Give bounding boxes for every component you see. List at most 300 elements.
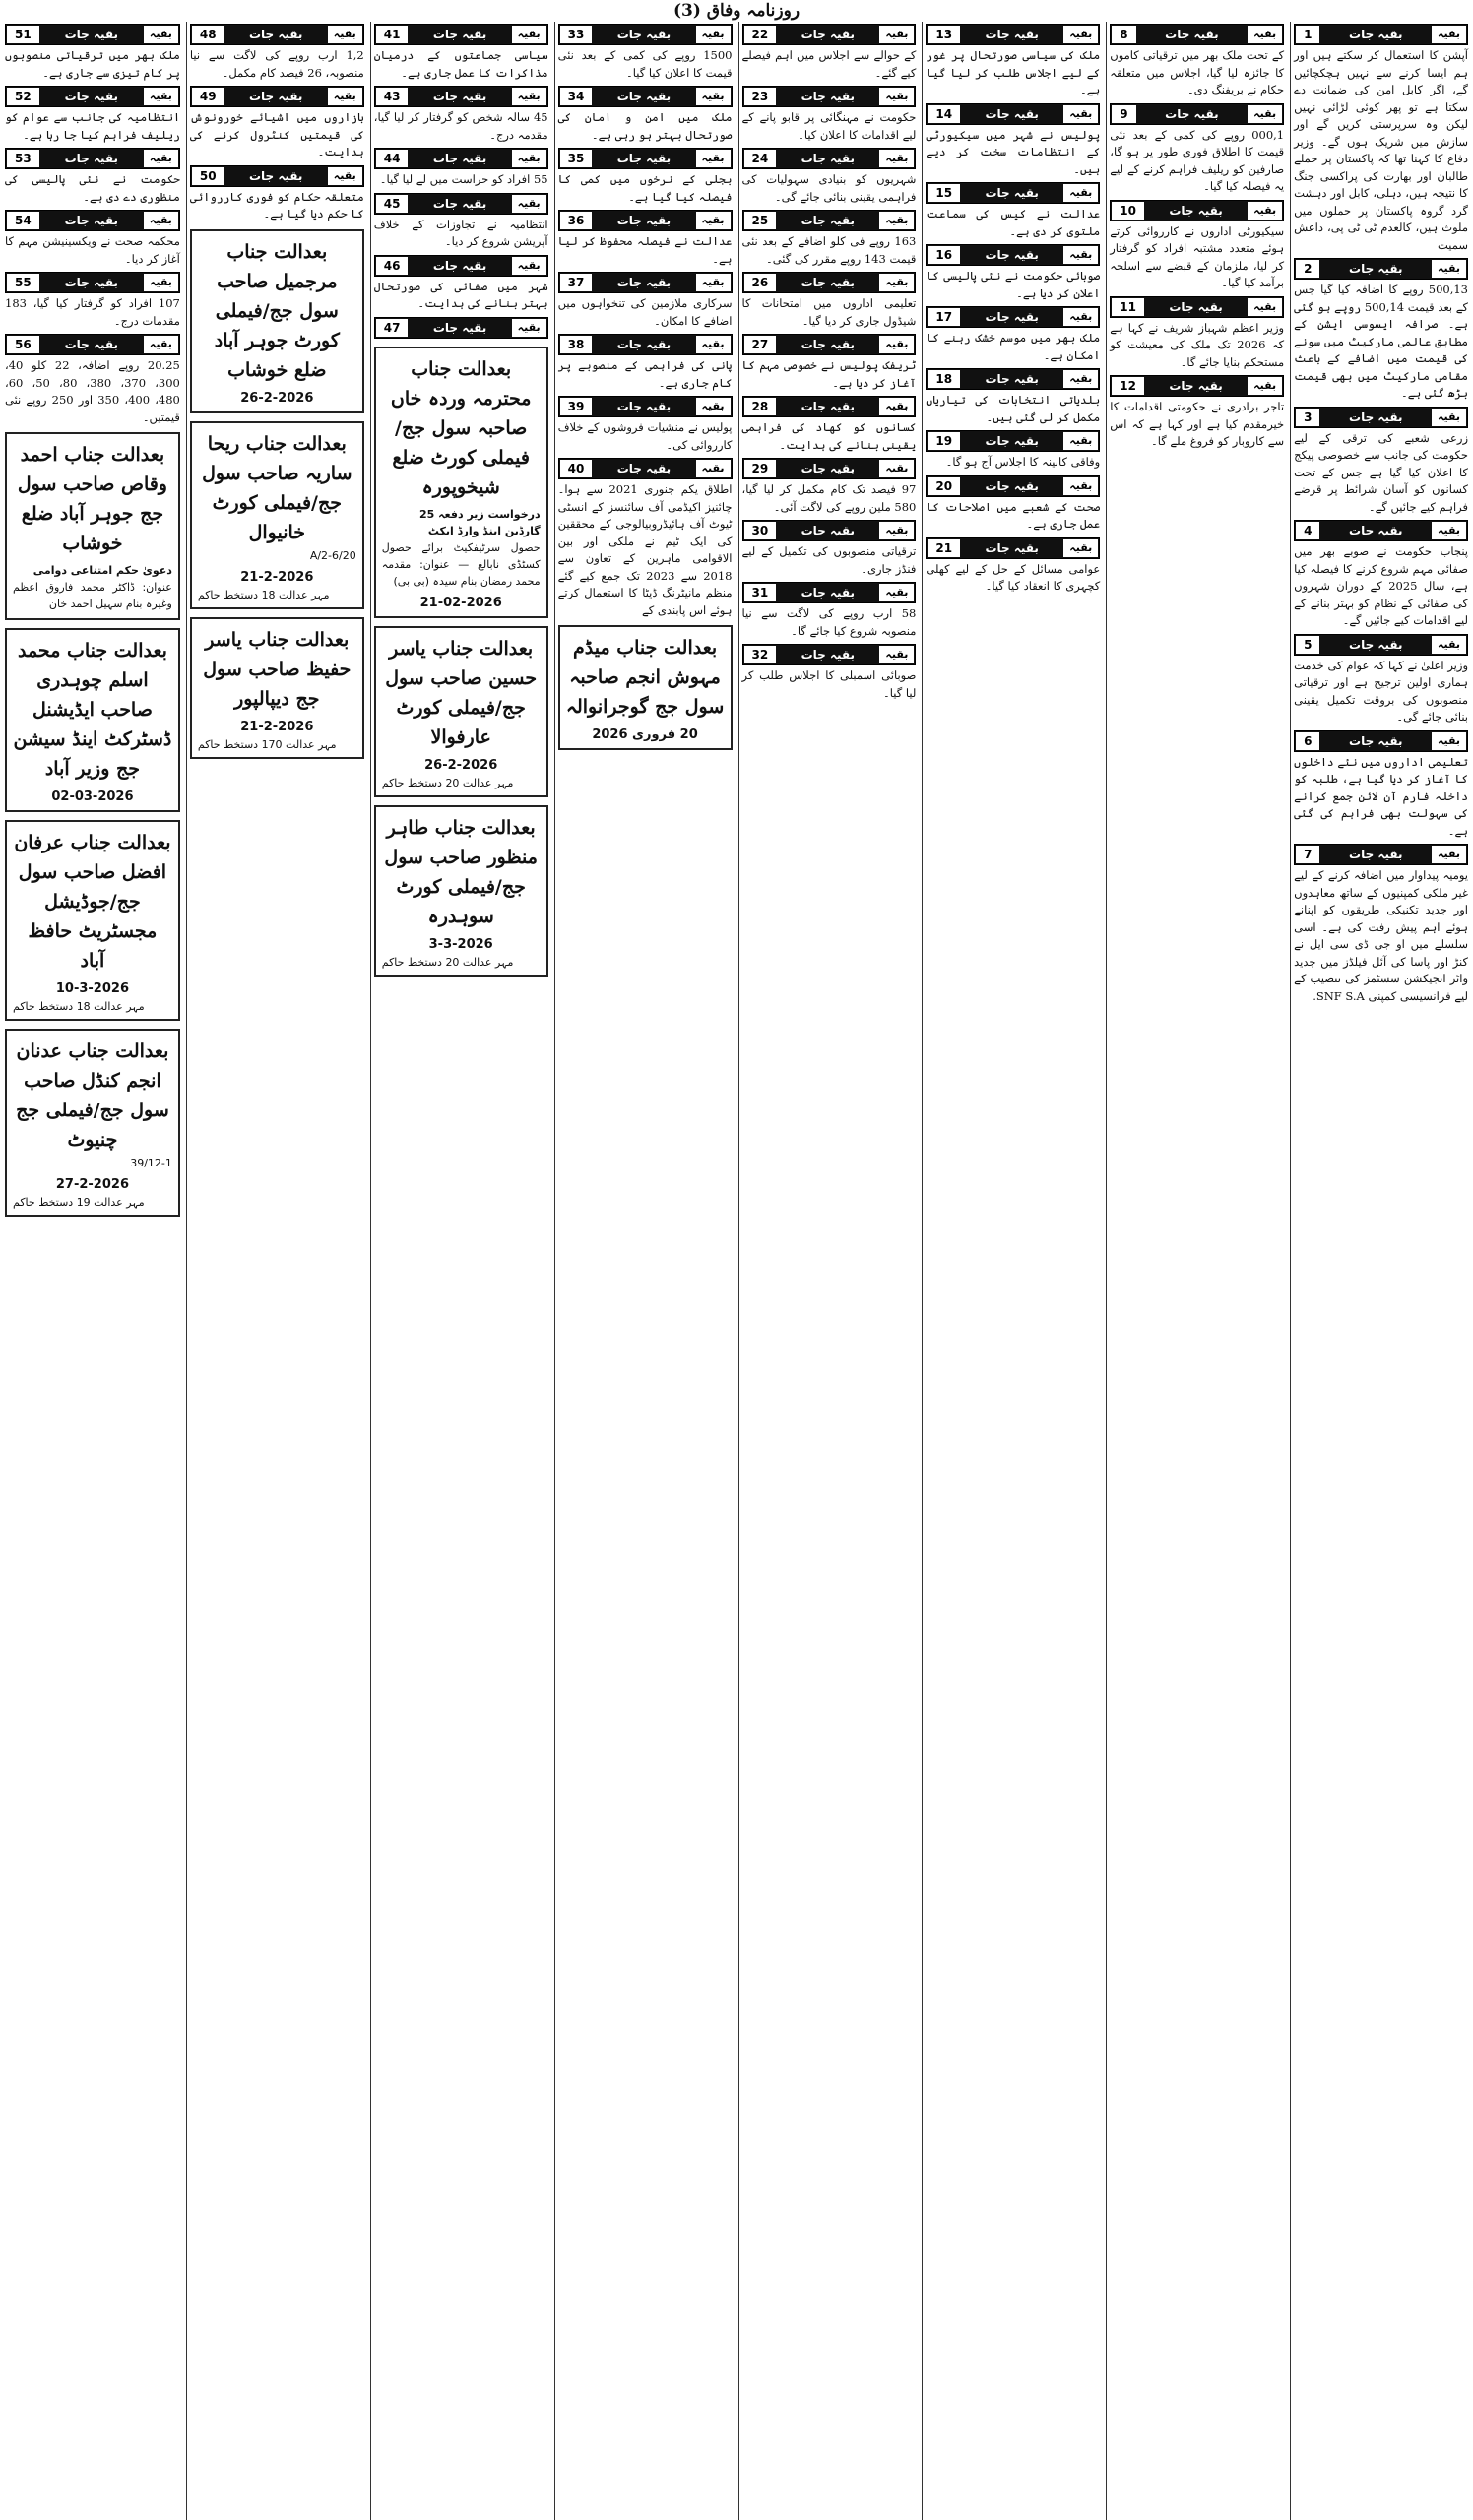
story-body: بلدیاتی انتخابات کی تیاریاں مکمل کر لی گئی ہیں۔ — [926, 393, 1101, 424]
story-number: 23 — [744, 88, 777, 105]
court-notice — [190, 421, 364, 609]
court-notice — [190, 617, 364, 759]
notice-title: بعدالت جناب مرجمیل صاحب سول جج/فیملی کورٹ جوہر آباد ضلع خوشاب — [214, 240, 340, 381]
story-header — [558, 334, 733, 355]
story-tag: بقیہ — [1248, 105, 1282, 123]
notice-title: بعدالت جناب میڈم مہوش انجم صاحبہ سول جج گوجرانوالہ — [565, 637, 725, 718]
story-category: بقیہ جات — [432, 196, 487, 211]
story-tag: بقیہ — [879, 398, 914, 415]
news-column — [922, 22, 1103, 2520]
story-tag: بقیہ — [512, 257, 546, 275]
story-header — [5, 272, 180, 293]
story-header — [374, 148, 548, 169]
story-tag: بقیہ — [879, 336, 914, 353]
story-category: بقیہ جات — [248, 90, 303, 103]
story-tag: بقیہ — [696, 26, 731, 43]
story-header — [926, 24, 1100, 45]
story-tag: بقیہ — [512, 26, 546, 43]
news-story — [555, 394, 736, 456]
story-tag: بقیہ — [879, 460, 914, 477]
story-body: وزیر اعظم شہباز شریف نے کہا ہے کہ 2026 تک ملک کی معیشت کو مستحکم بنایا جائے گا۔ — [1110, 320, 1285, 369]
story-number: 17 — [928, 308, 960, 326]
story-header — [742, 458, 917, 479]
story-body: پانی کی فراہمی کے منصوبے پر کام جاری ہے۔ — [557, 358, 733, 390]
story-tag: بقیہ — [1432, 522, 1466, 539]
news-column — [554, 22, 736, 2520]
story-number: 9 — [1112, 105, 1135, 123]
story-number: 56 — [7, 336, 39, 353]
story-tag: بقیہ — [1248, 26, 1282, 43]
court-notice — [558, 625, 733, 750]
news-column — [1290, 22, 1471, 2520]
story-category: بقیہ جات — [432, 90, 487, 103]
story-header — [926, 306, 1100, 328]
story-category: بقیہ جات — [1349, 848, 1403, 861]
story-header — [1294, 258, 1468, 280]
story-tag: بقیہ — [144, 212, 178, 229]
story-category: بقیہ جات — [1169, 203, 1223, 218]
story-number: 41 — [376, 26, 409, 43]
story-body: وزیر اعلیٰ نے کہا کہ عوام کی خدمت ہماری اولین ترجیح ہے اور ترقیاتی منصوبوں کی بروقت تکمیل یقینی بنائی جائے گی۔ — [1294, 658, 1468, 724]
court-notice — [5, 820, 180, 1021]
notice-text: حصول سرٹیفکیٹ برائے حصول کسٹڈی نابالغ — عنوان: مقدمہ محمد رمضان بنام سیدہ (بی بی) — [381, 540, 541, 588]
story-tag: بقیہ — [144, 274, 178, 291]
story-header — [1294, 844, 1468, 865]
story-header — [1294, 520, 1468, 541]
news-story — [1291, 22, 1471, 256]
news-story — [2, 84, 183, 146]
news-story — [739, 518, 920, 580]
news-story — [371, 84, 551, 146]
story-number: 49 — [192, 88, 224, 105]
story-body: کے حوالے سے اجلاس میں اہم فیصلے کیے گئے۔ — [741, 48, 917, 80]
story-tag: بقیہ — [328, 167, 362, 185]
story-category: بقیہ جات — [616, 28, 672, 41]
story-tag: بقیہ — [144, 26, 178, 43]
story-category: بقیہ جات — [801, 524, 856, 537]
story-category: بقیہ جات — [985, 310, 1039, 324]
story-body: صوبائی حکومت نے نئی پالیسی کا اعلان کر دیا ہے۔ — [926, 269, 1101, 300]
news-story — [923, 22, 1103, 101]
story-header — [1110, 296, 1284, 318]
story-tag: بقیہ — [879, 646, 914, 663]
story-number: 10 — [1112, 202, 1144, 220]
story-category: بقیہ جات — [801, 276, 856, 289]
story-number: 21 — [928, 539, 960, 557]
story-body: صحت کے شعبے میں اصلاحات کا عمل جاری ہے۔ — [926, 499, 1101, 531]
story-header — [742, 644, 917, 665]
story-header — [190, 24, 364, 45]
news-story — [739, 208, 920, 270]
story-body: 163 روپے فی کلو اضافے کے بعد نئی قیمت 143 روپے مقرر کی گئی۔ — [741, 234, 917, 266]
story-category: بقیہ جات — [248, 28, 303, 41]
court-notice — [5, 1029, 180, 1217]
notice-date: 20 فروری 2026 — [592, 727, 698, 742]
story-header — [374, 24, 548, 45]
court-notice — [374, 805, 548, 976]
story-number: 5 — [1296, 636, 1319, 654]
notice-date: 21-2-2026 — [240, 719, 314, 734]
news-story — [2, 22, 183, 84]
story-category: بقیہ جات — [616, 338, 672, 351]
story-number: 44 — [376, 150, 409, 167]
story-tag: بقیہ — [696, 88, 731, 105]
story-tag: بقیہ — [879, 26, 914, 43]
news-story — [187, 163, 367, 225]
story-category: بقیہ جات — [1169, 299, 1223, 314]
news-story — [2, 332, 183, 428]
story-number: 54 — [7, 212, 39, 229]
court-notice — [5, 432, 180, 620]
news-story — [923, 242, 1103, 304]
story-tag: بقیہ — [1063, 246, 1098, 264]
story-number: 31 — [744, 584, 777, 601]
story-category: بقیہ جات — [801, 152, 856, 165]
story-header — [558, 24, 733, 45]
story-body: عدالت نے کیس کی سماعت ملتوی کر دی ہے۔ — [926, 207, 1101, 238]
news-story — [555, 22, 736, 84]
story-number: 35 — [560, 150, 593, 167]
news-story — [1107, 101, 1287, 198]
news-column — [2, 22, 183, 2520]
story-number: 1 — [1296, 26, 1319, 43]
story-tag: بقیہ — [512, 150, 546, 167]
news-story — [739, 22, 920, 84]
notice-title: بعدالت جناب عرفان افضل صاحب سول جج/جوڈیشل مجسٹریٹ حافظ آباد — [14, 832, 171, 972]
story-header — [742, 148, 917, 169]
story-number: 38 — [560, 336, 593, 353]
story-tag: بقیہ — [879, 522, 914, 539]
story-category: بقیہ جات — [1349, 524, 1403, 537]
story-number: 27 — [744, 336, 777, 353]
story-category: بقیہ جات — [985, 540, 1039, 555]
news-story — [1107, 22, 1287, 101]
story-number: 6 — [1296, 732, 1319, 750]
story-body: پولیس نے منشیات فروشوں کے خلاف کارروائی کی۔ — [557, 420, 733, 452]
story-header — [558, 86, 733, 107]
story-category: بقیہ جات — [616, 214, 672, 227]
story-tag: بقیہ — [1063, 26, 1098, 43]
story-header — [742, 334, 917, 355]
court-notice — [374, 346, 548, 618]
story-category: بقیہ جات — [64, 338, 119, 351]
news-story — [555, 270, 736, 332]
story-tag: بقیہ — [1432, 636, 1466, 654]
story-category: بقیہ جات — [432, 152, 487, 165]
story-number: 3 — [1296, 409, 1319, 426]
story-header — [1110, 200, 1284, 221]
news-column — [1106, 22, 1287, 2520]
story-category: بقیہ جات — [985, 248, 1039, 262]
notice-date: 26-2-2026 — [240, 390, 314, 406]
story-header — [374, 86, 548, 107]
story-tag: بقیہ — [1063, 539, 1098, 557]
news-story — [555, 146, 736, 208]
story-header — [1294, 24, 1468, 45]
story-header — [742, 210, 917, 231]
story-number: 12 — [1112, 377, 1144, 395]
story-tag: بقیہ — [1248, 377, 1282, 395]
news-story — [1291, 518, 1471, 632]
story-number: 26 — [744, 274, 777, 291]
story-body: انتظامیہ نے تجاوزات کے خلاف آپریشن شروع کر دیا۔ — [373, 217, 548, 248]
story-body: شہر میں صفائی کی صورتحال بہتر بنانے کی ہدایت۔ — [373, 279, 548, 310]
story-tag: بقیہ — [1248, 202, 1282, 220]
story-category: بقیہ جات — [432, 258, 487, 273]
story-body: 500,13 روپے کا اضافہ کیا گیا جس کے بعد قیمت 500,14 روپے ہو گئی ہے۔ صرافہ ایسوسی ایشن کے مطابق عالمی مارکیٹ میں سونے کی قیمت میں اضافے کے باعث مقامی مارکیٹ میں بھی قیمت بڑھ گئی ہے۔ — [1294, 283, 1468, 400]
story-header — [926, 103, 1100, 125]
story-header — [926, 475, 1100, 497]
story-tag: بقیہ — [1432, 260, 1466, 278]
notice-text: 39/12-1 — [130, 1157, 172, 1169]
story-header — [558, 210, 733, 231]
story-number: 52 — [7, 88, 39, 105]
news-story — [555, 84, 736, 146]
story-header — [926, 537, 1100, 559]
story-number: 37 — [560, 274, 593, 291]
story-body: سیاسی جماعتوں کے درمیان مذاکرات کا عمل جاری ہے۔ — [373, 48, 548, 80]
story-category: بقیہ جات — [1349, 262, 1403, 276]
story-header — [5, 148, 180, 169]
notice-signature: مہر عدالت 18 دستخط حاکم — [197, 588, 330, 601]
story-number: 7 — [1296, 846, 1319, 863]
story-body: حکومت نے نئی پالیسی کی منظوری دے دی ہے۔ — [5, 172, 180, 204]
story-category: بقیہ جات — [801, 214, 856, 227]
story-tag: بقیہ — [512, 319, 546, 337]
story-category: بقیہ جات — [1165, 106, 1219, 121]
story-number: 16 — [928, 246, 960, 264]
story-category: بقیہ جات — [1165, 28, 1219, 41]
story-tag: بقیہ — [1248, 298, 1282, 316]
story-tag: بقیہ — [1432, 732, 1466, 750]
story-tag: بقیہ — [879, 212, 914, 229]
news-story — [1107, 198, 1287, 294]
story-category: بقیہ جات — [64, 152, 119, 165]
story-number: 14 — [928, 105, 960, 123]
news-story — [2, 270, 183, 332]
story-number: 18 — [928, 370, 960, 388]
story-number: 22 — [744, 26, 777, 43]
story-header — [1110, 375, 1284, 397]
news-story — [1291, 256, 1471, 405]
story-number: 19 — [928, 432, 960, 450]
story-header — [926, 368, 1100, 390]
story-tag: بقیہ — [144, 150, 178, 167]
story-tag: بقیہ — [1063, 370, 1098, 388]
story-body: 55 افراد کو حراست میں لے لیا گیا۔ — [379, 172, 548, 186]
notice-title: بعدالت جناب یاسر حفیظ صاحب سول جج دیپالپور — [203, 628, 352, 710]
story-body: شہریوں کو بنیادی سہولیات کی فراہمی یقینی بنائی جائے گی۔ — [741, 172, 917, 204]
story-number: 48 — [192, 26, 224, 43]
news-column — [738, 22, 920, 2520]
news-story — [923, 428, 1103, 473]
story-tag: بقیہ — [512, 88, 546, 105]
story-body: 97 فیصد تک کام مکمل کر لیا گیا، 580 ملین روپے کی لاگت آئی۔ — [741, 482, 917, 514]
story-category: بقیہ جات — [985, 106, 1039, 121]
news-story — [739, 146, 920, 208]
story-number: 13 — [928, 26, 960, 43]
story-body: ملک بھر میں ترقیاتی منصوبوں پر کام تیزی سے جاری ہے۔ — [5, 48, 180, 80]
story-body: عدالت نے فیصلہ محفوظ کر لیا ہے۔ — [557, 234, 733, 266]
story-tag: بقیہ — [1063, 432, 1098, 450]
news-story — [1107, 294, 1287, 374]
story-category: بقیہ جات — [616, 462, 672, 475]
story-body: 20.25 روپے اضافہ، 22 کلو 40، 300، 370، 380، 80، 50، 60، 480، 400، 350 اور 250 روپے نئی قیمتیں۔ — [5, 358, 180, 424]
notice-date: 10-3-2026 — [55, 981, 129, 996]
story-body: حکومت نے مہنگائی پر قابو پانے کے لیے اقدامات کا اعلان کیا۔ — [741, 110, 917, 142]
story-category: بقیہ جات — [1349, 637, 1403, 652]
story-body: 58 ارب روپے کی لاگت سے نیا منصوبہ شروع کیا جائے گا۔ — [741, 606, 917, 638]
story-header — [742, 272, 917, 293]
story-number: 32 — [744, 646, 777, 663]
story-category: بقیہ جات — [985, 28, 1039, 41]
notice-title: بعدالت جناب طاہر منظور صاحب سول جج/فیملی کورٹ سوہدرہ — [384, 816, 538, 927]
notice-subtitle: درخواست زیر دفعہ 25 گارڈین اینڈ وارڈ ایکٹ — [418, 507, 541, 537]
story-number: 15 — [928, 184, 960, 202]
news-story — [555, 208, 736, 270]
notice-date: 26-2-2026 — [424, 757, 498, 773]
story-header — [558, 396, 733, 417]
story-number: 25 — [744, 212, 777, 229]
story-header — [742, 24, 917, 45]
notice-signature: مہر عدالت 19 دستخط حاکم — [13, 1196, 145, 1209]
story-header — [1294, 730, 1468, 752]
story-body: اطلاق یکم جنوری 2021 سے ہوا۔ چائنیز اکیڈمی آف سائنسز کے انسٹی ٹیوٹ آف ہائیڈروبیالوجی کے محققین کی ایک ٹیم نے ملکی اور بین الاقوامی ماہرین کے تعاون سے 2018 سے 2023 تک جمع کیے گئے منظم مانیٹرنگ ڈیٹا کا استعمال کرتے ہوئے اس پابندی کے — [557, 482, 733, 617]
story-body: 107 افراد کو گرفتار کیا گیا، 183 مقدمات درج۔ — [5, 296, 180, 328]
story-body: صوبائی اسمبلی کا اجلاس طلب کر لیا گیا۔ — [741, 668, 917, 700]
story-body: آپشن کا استعمال کر سکتے ہیں اور ہم ایسا کرنے سے نہیں ہچکچائیں گے، اگر کابل امن کی ضمانت دے سکتا ہے تو پھر کوئی لڑائی نہیں لیکن وہ سرپرستی کریں گے اور سازش میں شریک ہوں گے۔ وزیر دفاع کا کہنا تھا کہ پاکستان پر حملے طالبان اور بھارت کی پراکسی جنگ کا نتیجہ ہیں، دہلی، کابل اور دہشت گرد گروہ پاکستان پر حملوں میں ملوث ہیں، کالعدم ٹی ٹی پی، داعش سمیت — [1294, 48, 1468, 252]
story-category: بقیہ جات — [616, 400, 672, 413]
story-tag: بقیہ — [879, 88, 914, 105]
story-tag: بقیہ — [879, 274, 914, 291]
story-body: 1,2 ارب روپے کی لاگت سے نیا منصوبہ، 26 فیصد کام مکمل۔ — [189, 48, 364, 80]
story-number: 36 — [560, 212, 593, 229]
story-number: 34 — [560, 88, 593, 105]
story-tag: بقیہ — [696, 150, 731, 167]
news-story — [1107, 373, 1287, 453]
story-body: کے تحت ملک بھر میں ترقیاتی کاموں کا جائزہ لیا گیا، اجلاس میں متعلقہ حکام نے بریفنگ دی۔ — [1110, 48, 1285, 96]
story-category: بقیہ جات — [64, 28, 119, 41]
story-body: متعلقہ حکام کو فوری کارروائی کا حکم دیا گیا ہے۔ — [189, 189, 364, 220]
news-story — [555, 332, 736, 394]
notice-title: بعدالت جناب ریحا ساریہ صاحب سول جج/فیملی کورٹ خانیوال — [202, 432, 352, 543]
story-number: 8 — [1112, 26, 1135, 43]
story-number: 24 — [744, 150, 777, 167]
story-number: 2 — [1296, 260, 1319, 278]
news-story — [923, 101, 1103, 181]
story-body: سیکیورٹی اداروں نے کارروائی کرتے ہوئے متعدد مشتبہ افراد کو گرفتار کر لیا، ملزمان کے قبضے سے اسلحہ برآمد کیا گیا۔ — [1110, 223, 1285, 289]
news-column — [370, 22, 551, 2520]
news-story — [923, 366, 1103, 428]
story-body: انتظامیہ کی جانب سے عوام کو ریلیف فراہم کیا جا رہا ہے۔ — [5, 110, 180, 142]
news-story — [371, 315, 551, 343]
notice-text: 20/A/2-6 — [309, 548, 356, 562]
news-story — [1291, 632, 1471, 728]
story-header — [374, 255, 548, 277]
story-number: 50 — [192, 167, 224, 185]
story-category: بقیہ جات — [616, 152, 672, 165]
story-header — [190, 86, 364, 107]
story-category: بقیہ جات — [985, 186, 1039, 200]
story-body: تاجر برادری نے حکومتی اقدامات کا خیرمقدم کیا ہے اور کہا ہے کہ اس سے کاروبار کو فروغ ملے گا۔ — [1110, 400, 1285, 448]
news-story — [923, 536, 1103, 598]
notice-date: 27-2-2026 — [55, 1177, 129, 1192]
story-tag: بقیہ — [696, 398, 731, 415]
story-tag: بقیہ — [879, 584, 914, 601]
story-category: بقیہ جات — [985, 434, 1039, 448]
story-category: بقیہ جات — [801, 400, 856, 413]
story-header — [1294, 634, 1468, 656]
story-tag: بقیہ — [696, 274, 731, 291]
story-body: ملک بھر میں موسم خشک رہنے کا امکان ہے۔ — [926, 331, 1101, 362]
story-number: 39 — [560, 398, 593, 415]
story-header — [190, 165, 364, 187]
court-notice — [5, 628, 180, 812]
news-story — [739, 580, 920, 642]
story-tag: بقیہ — [512, 195, 546, 213]
newspaper-page — [0, 22, 1473, 2520]
news-story — [739, 642, 920, 704]
story-body: بجلی کے نرخوں میں کمی کا فیصلہ کیا گیا ہے۔ — [557, 172, 733, 204]
story-number: 30 — [744, 522, 777, 539]
notice-text: عنوان: ڈاکٹر محمد فاروق اعظم وغیرہ بنام سہیل احمد خان — [13, 581, 172, 610]
notice-date: 3-3-2026 — [428, 936, 493, 952]
story-category: بقیہ جات — [616, 90, 672, 103]
notice-title: بعدالت جناب احمد وقاص صاحب سول جج جوہر آباد ضلع خوشاب — [17, 444, 167, 554]
story-header — [742, 520, 917, 541]
story-body: وفاقی کابینہ کا اجلاس آج ہو گا۔ — [945, 455, 1101, 469]
story-category: بقیہ جات — [248, 168, 303, 183]
story-header — [926, 244, 1100, 266]
story-category: بقیہ جات — [801, 90, 856, 103]
news-story — [739, 456, 920, 518]
story-body: محکمہ صحت نے ویکسینیشن مہم کا آغاز کر دیا۔ — [5, 234, 180, 266]
news-story — [371, 191, 551, 253]
story-number: 55 — [7, 274, 39, 291]
story-category: بقیہ جات — [616, 276, 672, 289]
news-story — [739, 332, 920, 394]
story-header — [742, 86, 917, 107]
story-body: یومیہ پیداوار میں اضافہ کرنے کے لیے غیر ملکی کمپنیوں کے ساتھ معاہدوں اور جدید تکنیکی طریقوں کو اپنانے ہوئے اہم پیش رفت کی ہے۔ اسی سلسلے میں او جی ڈی سی ایل نے کنڑ اور پاسا کی آئل فیلڈز میں جدید واٹر انجیکشن سسٹمز کی تنصیب کے لیے فرانسیسی کمپنی SNF S.A. — [1294, 868, 1468, 1003]
notice-title: بعدالت جناب محترمہ وردہ خاں صاحبہ سول جج/فیملی کورٹ ضلع شیخوپورہ — [390, 357, 532, 498]
news-story — [2, 208, 183, 270]
court-notice — [374, 626, 548, 797]
story-number: 43 — [376, 88, 409, 105]
story-number: 47 — [376, 319, 409, 337]
story-body: 1500 روپے کی کمی کے بعد نئی قیمت کا اعلان کیا گیا۔ — [557, 48, 733, 80]
story-body: 45 سالہ شخص کو گرفتار کر لیا گیا، مقدمہ درج۔ — [373, 110, 548, 142]
story-number: 33 — [560, 26, 593, 43]
story-tag: بقیہ — [696, 212, 731, 229]
notice-title: بعدالت جناب یاسر حسین صاحب سول جج/فیملی کورٹ عارفوالا — [385, 637, 538, 748]
story-number: 51 — [7, 26, 39, 43]
notice-signature: مہر عدالت 20 دستخط حاکم — [381, 776, 514, 789]
story-body: عوامی مسائل کے حل کے لیے کھلی کچہری کا انعقاد کیا گیا۔ — [926, 561, 1101, 593]
story-number: 28 — [744, 398, 777, 415]
story-body: تعلیمی اداروں میں امتحانات کا شیڈول جاری کر دیا گیا۔ — [741, 296, 917, 328]
story-tag: بقیہ — [1063, 184, 1098, 202]
news-story — [739, 270, 920, 332]
story-header — [742, 582, 917, 603]
story-category: بقیہ جات — [1169, 379, 1223, 393]
story-category: بقیہ جات — [432, 28, 487, 41]
story-number: 46 — [376, 257, 409, 275]
story-category: بقیہ جات — [801, 586, 856, 599]
story-body: زرعی شعبے کی ترقی کے لیے حکومت کی جانب سے خصوصی پیکج کا اعلان کیا گیا ہے جس کے تحت کسانوں کو آسان شرائط پر قرضے فراہم کیے جائیں گے۔ — [1294, 430, 1468, 514]
story-header — [926, 430, 1100, 452]
story-header — [5, 24, 180, 45]
story-header — [742, 396, 917, 417]
